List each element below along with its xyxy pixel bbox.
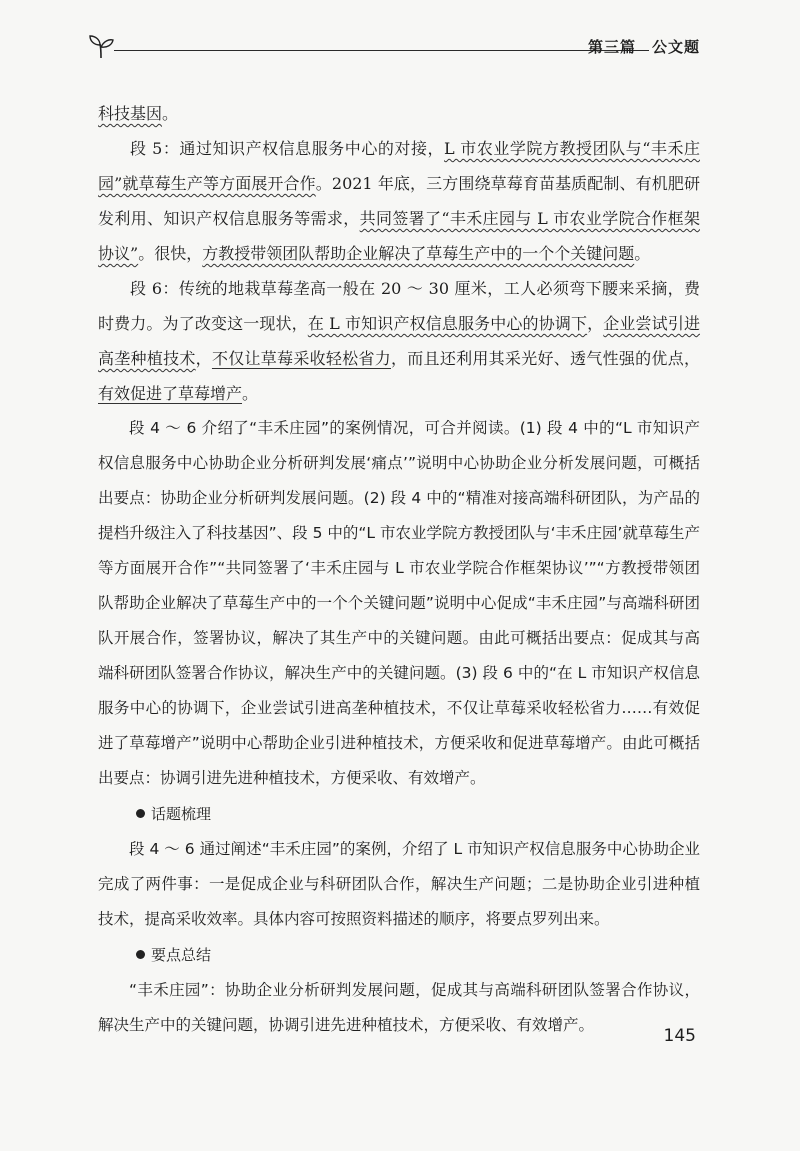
sprout-icon [86, 32, 116, 62]
summary-paragraph: “丰禾庄园”：协助企业分析研判发展问题，促成其与高端科研团队签署合作协议，解决生产中的关键问题，协调引进先进种植技术，方便采收、有效增产。 [98, 981, 700, 1034]
underlined-phrase: 在 L 市知识产权信息服务中心的协调下 [307, 314, 588, 333]
paragraph-6 [98, 271, 700, 411]
analysis-paragraph: 段 4 ～ 6 介绍了“丰禾庄园”的案例情况，可合并阅读。(1) 段 4 中的“L 市知识产权信息服务中心协助企业分析研判发展‘痛点’”说明中心协助企业分析发展问题，可概括出要点：协助企业分析研判发展问题。(2) 段 4 中的“精准对接高端科研团队，为产品的提档升级注入了科技基因”、段 5 中的“L 市农业学院方教授团队与‘丰禾庄园’就草莓生产等方面展开合作”“共同签署了‘丰禾庄园与 L 市农业学院合作框架协议’”“方教授带领团队帮助企业解决了草莓生产中的一个个关键问题”说明中心促成“丰禾庄园”与高端科研团队开展合作，签署协议，解决了其生产中的关键问题。由此可概括出要点：促成其与高端科研团队签署合作协议，解决生产中的关键问题。(3) 段 6 中的“在 L 市知识产权信息服务中心的协调下，企业尝试引进高垄种植技术，不仅让草莓采收轻松省力……有效促进了草莓增产”说明中心帮助企业引进种植技术，方便采收和促进草莓增产。由此可概括出要点：协调引进先进种植技术，方便采收、有效增产。 [98, 419, 700, 787]
bullet-icon [136, 809, 145, 818]
text-run: ，而且还利用其采光好、透气性强的优点， [391, 349, 700, 368]
heading-text: 话题梳理 [151, 805, 212, 823]
topic-paragraph: 段 4 ～ 6 通过阐述“丰禾庄园”的案例，介绍了 L 市知识产权信息服务中心协助企业完成了两件事：一是促成企业与科研团队合作，解决生产问题；二是协助企业引进种植技术，提高采收效率。具体内容可按照资料描述的顺序，将要点罗列出来。 [98, 840, 700, 928]
text-run: 段 6：传统的地栽草莓垄高一般在 20 ～ 30 厘米，工人必须弯下腰来采摘，费时费力。为了改变这一现状， [98, 279, 700, 333]
section-heading-topic [98, 796, 700, 832]
underlined-phrase: 企业尝试引进高垄种植技术 [98, 314, 700, 368]
page-number: 145 [663, 1026, 696, 1046]
underlined-phrase: L 市农业学院方教授团队与“丰禾庄园”就草莓生产等方面展开合作 [98, 139, 700, 193]
paragraph-5 [98, 131, 700, 271]
text-run: 。 [634, 244, 651, 263]
section-heading-summary [98, 937, 700, 973]
underlined-phrase: 不仅让草莓采收轻松省力 [211, 349, 391, 368]
section-title: 第三篇 公文题 [587, 38, 700, 56]
text-run: 。很快， [138, 244, 203, 263]
underlined-phrase: 科技基因 [98, 104, 163, 123]
heading-text: 要点总结 [151, 946, 212, 964]
bullet-icon [136, 950, 145, 959]
underlined-phrase: 方教授带领团队帮助企业解决了草莓生产中的一个个关键问题 [202, 244, 635, 263]
text-run: 。2021 年底，三方围绕草莓育苗基质配制、有机肥研发利用、知识产权信息服务等需求， [98, 174, 700, 228]
text-run: 。 [162, 104, 179, 123]
underlined-phrase: 共同签署了“丰禾庄园与 L 市农业学院合作框架协议” [98, 209, 700, 263]
text-run: ， [587, 314, 604, 333]
page-content [98, 96, 700, 1043]
page-header [86, 28, 706, 68]
text-run: ， [195, 349, 212, 368]
underlined-phrase: 有效促进了草莓增产 [98, 384, 243, 403]
continued-text [98, 96, 700, 131]
text-run: 。 [242, 384, 259, 403]
header-rule [114, 50, 649, 51]
text-run: 段 5：通过知识产权信息服务中心的对接， [130, 139, 445, 158]
